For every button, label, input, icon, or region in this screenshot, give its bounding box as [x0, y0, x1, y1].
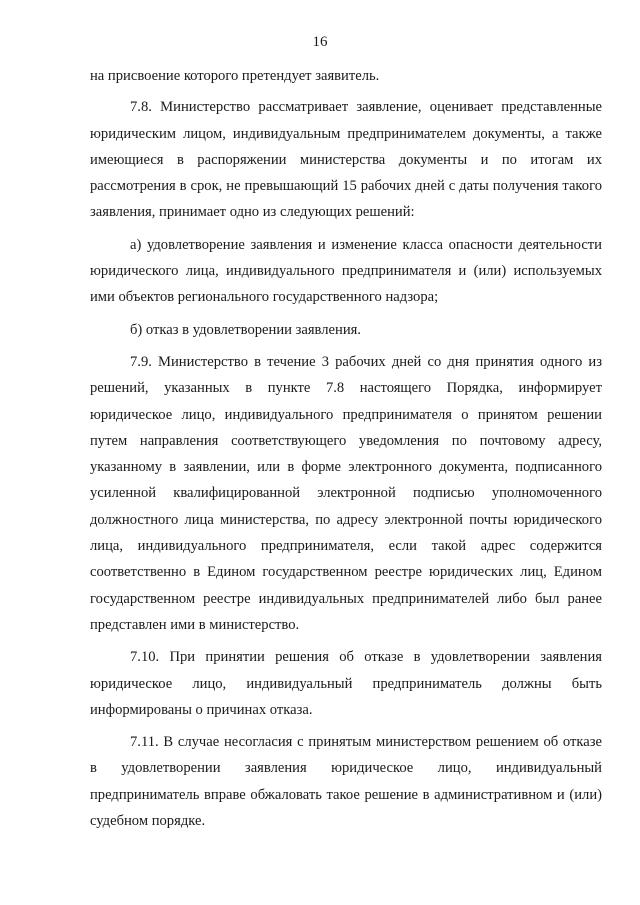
- paragraph-7-8: 7.8. Министерство рассматривает заявление, оценивает представленные юридическим лицом, индивидуальным предпринимателем документы, а также имеющиеся в распоряжении министерства документы и по итогам их рассмотрения в срок, не превышающий 15 рабочих дней с даты получения такого заявления, принимает одно из следующих решений:: [90, 99, 602, 221]
- page-number: 16: [312, 34, 328, 50]
- paragraph-7-10: 7.10. При принятии решения об отказе в удовлетворении заявления юридическое лицо, индивидуальный предприниматель должны быть информированы о причинах отказа.: [90, 649, 602, 718]
- paragraph-7-11: 7.11. В случае несогласия с принятым министерством решением об отказе в удовлетворении заявления юридическое лицо, индивидуальный предприниматель вправе обжаловать такое решение в административном и (или) судебном порядке.: [90, 734, 602, 830]
- paragraph-7-9: 7.9. Министерство в течение 3 рабочих дней со дня принятия одного из решений, указанных в пункте 7.8 настоящего Порядка, информирует юридическое лицо, индивидуального предпринимателя о принятом решении путем направления соответствующего уведомления по почтовому адресу, указанному в заявлении, или в форме электронного документа, подписанного усиленной квалифицированной электронной подписью уполномоченного должностного лица министерства, по адресу электронной почты юридического лица, индивидуального предпринимателя, если такой адрес содержится соответственно в Едином государственном реестре юридических лиц, Едином государственном реестре индивидуальных предпринимателей либо был ранее представлен ими в министерство.: [90, 353, 602, 633]
- paragraph-continuation: на присвоение которого претендует заявитель.: [90, 68, 380, 84]
- paragraph-7-8-b: б) отказ в удовлетворении заявления.: [130, 321, 361, 338]
- document-body: [90, 63, 602, 840]
- paragraph-7-8-a: а) удовлетворение заявления и изменение класса опасности деятельности юридического лица, индивидуального предпринимателя и (или) используемых ими объектов регионального государственного надзора;: [90, 236, 602, 306]
